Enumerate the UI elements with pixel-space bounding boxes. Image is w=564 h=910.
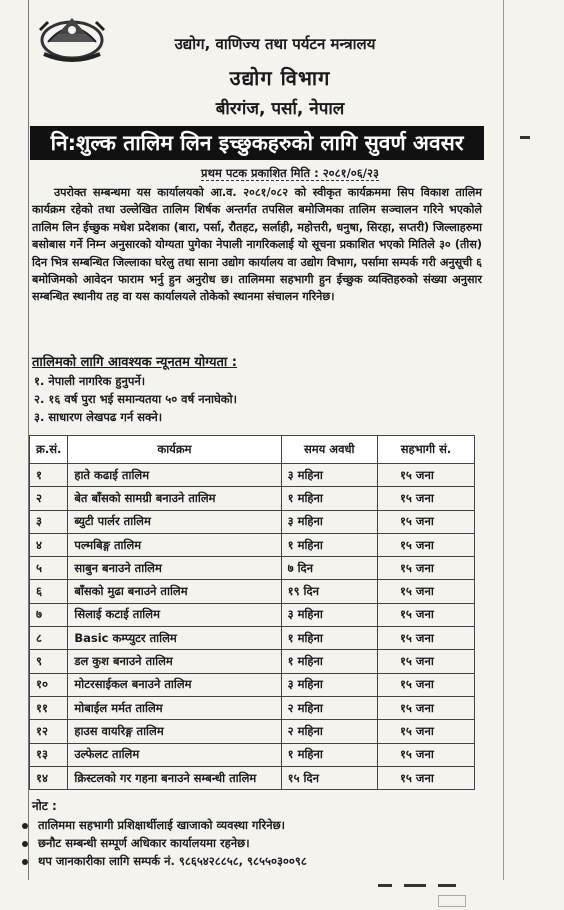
cell-program: डल कुश बनाउने तालिम <box>68 650 281 673</box>
qualification-item: ३. साधारण लेखपढ गर्न सक्ने। <box>34 410 163 424</box>
table-row <box>30 580 475 603</box>
note-text: थप जानकारीका लागि सम्पर्क नं. ९८६५४२८८५८, ९८५५०३००९८ <box>38 854 307 868</box>
cell-serial: ७ <box>30 603 68 626</box>
cell-participants: १५ जना <box>377 557 474 580</box>
cell-serial: २ <box>30 487 68 510</box>
cell-serial: १ <box>30 464 68 487</box>
cell-participants: १५ जना <box>377 650 474 673</box>
cell-participants: १५ जना <box>377 533 474 556</box>
table-header-row <box>30 436 475 464</box>
publication-date-text: प्रथम पटक प्रकाशित मिति : २०८१/०६/२३ <box>201 166 379 180</box>
cell-program: साबुन बनाउने तालिम <box>68 557 281 580</box>
qualifications-list <box>34 372 474 426</box>
cell-participants: १५ जना <box>377 580 474 603</box>
cell-program: उल्फेलट तालिम <box>68 743 281 766</box>
header-duration: समय अवधी <box>281 436 377 464</box>
training-table <box>29 435 475 790</box>
cell-serial: १३ <box>30 743 68 766</box>
cell-participants: १५ जना <box>377 766 474 789</box>
cell-serial: १४ <box>30 766 68 789</box>
cell-serial: ८ <box>30 627 68 650</box>
office-address: बीरगंज, पर्सा, नेपाल <box>215 99 345 119</box>
scan-mark <box>378 884 392 887</box>
bullet-icon <box>22 841 28 847</box>
cell-participants: १५ जना <box>377 743 474 766</box>
cell-duration: ३ महिना <box>281 673 377 696</box>
cell-program: मोटरसाईकल बनाउने तालिम <box>68 673 281 696</box>
table-row <box>30 487 475 510</box>
cell-program: मोबाईल मर्मत तालिम <box>68 696 281 719</box>
notice-paragraph: उपरोक्त सम्बन्धमा यस कार्यालयको आ.व. २०८१/०८२ को स्वीकृत कार्यक्रममा सिप विकाश तालिम कार्यक्रम रहेको तथा उल्लेखित तालिम शिर्षक अन्तर्गत तपसिल बमोजिमका तालिम सञ्चालन गरिने भएकोले तालिम लिन ईच्छुक मधेश प्रदेशका (बारा, पर्सा, रौतहट, सर्लाही, महोत्तरी, धनुषा, सिरहा, सप्तरी) जिल्लाहरुमा बसोबास गर्ने निम्न अनुसारको योग्यता पुगेका नेपाली नागरिकलाई यो सूचना प्रकाशित भएको मितिले ३० (तीस) दिन भित्र सम्बन्धित जिल्लाका घरेलु तथा साना उद्योग कार्यालय वा उद्योग विभाग, पर्सामा सम्पर्क गरी अनुसूची ६ बमोजिमको आवेदन फाराम भर्नु हुन अनुरोध छ। तालिममा सहभागी हुन ईच्छुक व्यक्तिहरुको संख्या अनुसार सम्बन्धित स्थानीय तह वा यस कार्यालयले तोकेको स्थानमा संचालन गरिनेछ। <box>32 186 482 304</box>
cell-participants: १५ जना <box>377 603 474 626</box>
cell-duration: १ महिना <box>281 487 377 510</box>
scan-mark <box>404 884 426 887</box>
qualifications-title: तालिमको लागि आवश्यक न्यूनतम योग्यता : <box>32 355 237 370</box>
cell-program: हाउस वायरिङ्ग तालिम <box>68 720 281 743</box>
cell-program: क्रिस्टलको गर गहना बनाउने सम्बन्धी तालिम <box>68 766 281 789</box>
nepal-emblem-icon <box>34 4 110 64</box>
cell-duration: ३ महिना <box>281 603 377 626</box>
cell-serial: ४ <box>30 533 68 556</box>
cell-duration: ३ महिना <box>281 510 377 533</box>
table-row <box>30 650 475 673</box>
cell-program: बाँसको मुढा बनाउने तालिम <box>68 580 281 603</box>
cell-serial: १२ <box>30 720 68 743</box>
qualification-item: २. १६ वर्ष पुरा भई समान्यतया ५० वर्ष ननाघेको। <box>34 392 237 406</box>
cell-participants: १५ जना <box>377 464 474 487</box>
qualification-item: १. नेपाली नागरिक हुनुपर्ने। <box>34 374 146 388</box>
table-row <box>30 464 475 487</box>
cell-program: सिलाई कटाई तालिम <box>68 603 281 626</box>
cell-program: ब्युटी पार्लर तालिम <box>68 510 281 533</box>
header-serial: क्र.सं. <box>30 436 68 464</box>
notes-list <box>22 816 482 870</box>
ministry-name: उद्योग, वाणिज्य तथा पर्यटन मन्त्रालय <box>174 35 376 53</box>
cell-participants: १५ जना <box>377 627 474 650</box>
cell-duration: १ महिना <box>281 533 377 556</box>
note-text: तालिममा सहभागी प्रशिक्षार्थीलाई खाजाको व्यवस्था गरिनेछ। <box>38 818 286 832</box>
notes-title: नोट : <box>32 799 57 813</box>
training-table-body <box>30 464 475 790</box>
table-row <box>30 766 475 789</box>
table-row <box>30 696 475 719</box>
cell-program: बेत बाँसको सामग्री बनाउने तालिम <box>68 487 281 510</box>
cell-duration: १ महिना <box>281 743 377 766</box>
cell-serial: ३ <box>30 510 68 533</box>
bullet-icon <box>22 823 28 829</box>
cell-program: पल्मबिङ्ग तालिम <box>68 533 281 556</box>
header-program: कार्यक्रम <box>68 436 281 464</box>
cell-duration: १ महिना <box>281 627 377 650</box>
cell-serial: ११ <box>30 696 68 719</box>
cell-participants: १५ जना <box>377 487 474 510</box>
table-row <box>30 627 475 650</box>
cell-duration: ३ महिना <box>281 464 377 487</box>
cell-duration: १ महिना <box>281 650 377 673</box>
cell-program: हाते कढाई तालिम <box>68 464 281 487</box>
cell-participants: १५ जना <box>377 673 474 696</box>
cell-duration: २ महिना <box>281 720 377 743</box>
note-item <box>22 816 482 834</box>
table-row <box>30 510 475 533</box>
headline-banner: नि:शुल्क तालिम लिन इच्छुकहरुको लागि सुवर्ण अवसर <box>30 126 484 160</box>
cell-participants: १५ जना <box>377 510 474 533</box>
cell-participants: १५ जना <box>377 720 474 743</box>
department-name: उद्योग विभाग <box>229 66 331 90</box>
note-text: छनौट सम्बन्धी सम्पूर्ण अधिकार कार्यालयमा रहनेछ। <box>38 836 250 850</box>
scan-mark <box>438 884 456 887</box>
header-participants: सहभागी सं. <box>377 436 474 464</box>
table-row <box>30 603 475 626</box>
cell-serial: १० <box>30 673 68 696</box>
cell-participants: १५ जना <box>377 696 474 719</box>
table-row <box>30 720 475 743</box>
scan-stamp <box>438 895 466 907</box>
publication-date <box>140 166 440 181</box>
table-row <box>30 743 475 766</box>
cell-duration: १५ दिन <box>281 766 377 789</box>
cell-serial: ५ <box>30 557 68 580</box>
cell-duration: २ महिना <box>281 696 377 719</box>
table-row <box>30 673 475 696</box>
cell-program: Basic कम्प्युटर तालिम <box>68 627 281 650</box>
bullet-icon <box>22 859 28 865</box>
scan-mark <box>520 136 530 139</box>
cell-serial: ९ <box>30 650 68 673</box>
cell-duration: १९ दिन <box>281 580 377 603</box>
note-item <box>22 852 482 870</box>
note-item <box>22 834 482 852</box>
table-row <box>30 533 475 556</box>
table-row <box>30 557 475 580</box>
cell-duration: ७ दिन <box>281 557 377 580</box>
cell-serial: ६ <box>30 580 68 603</box>
